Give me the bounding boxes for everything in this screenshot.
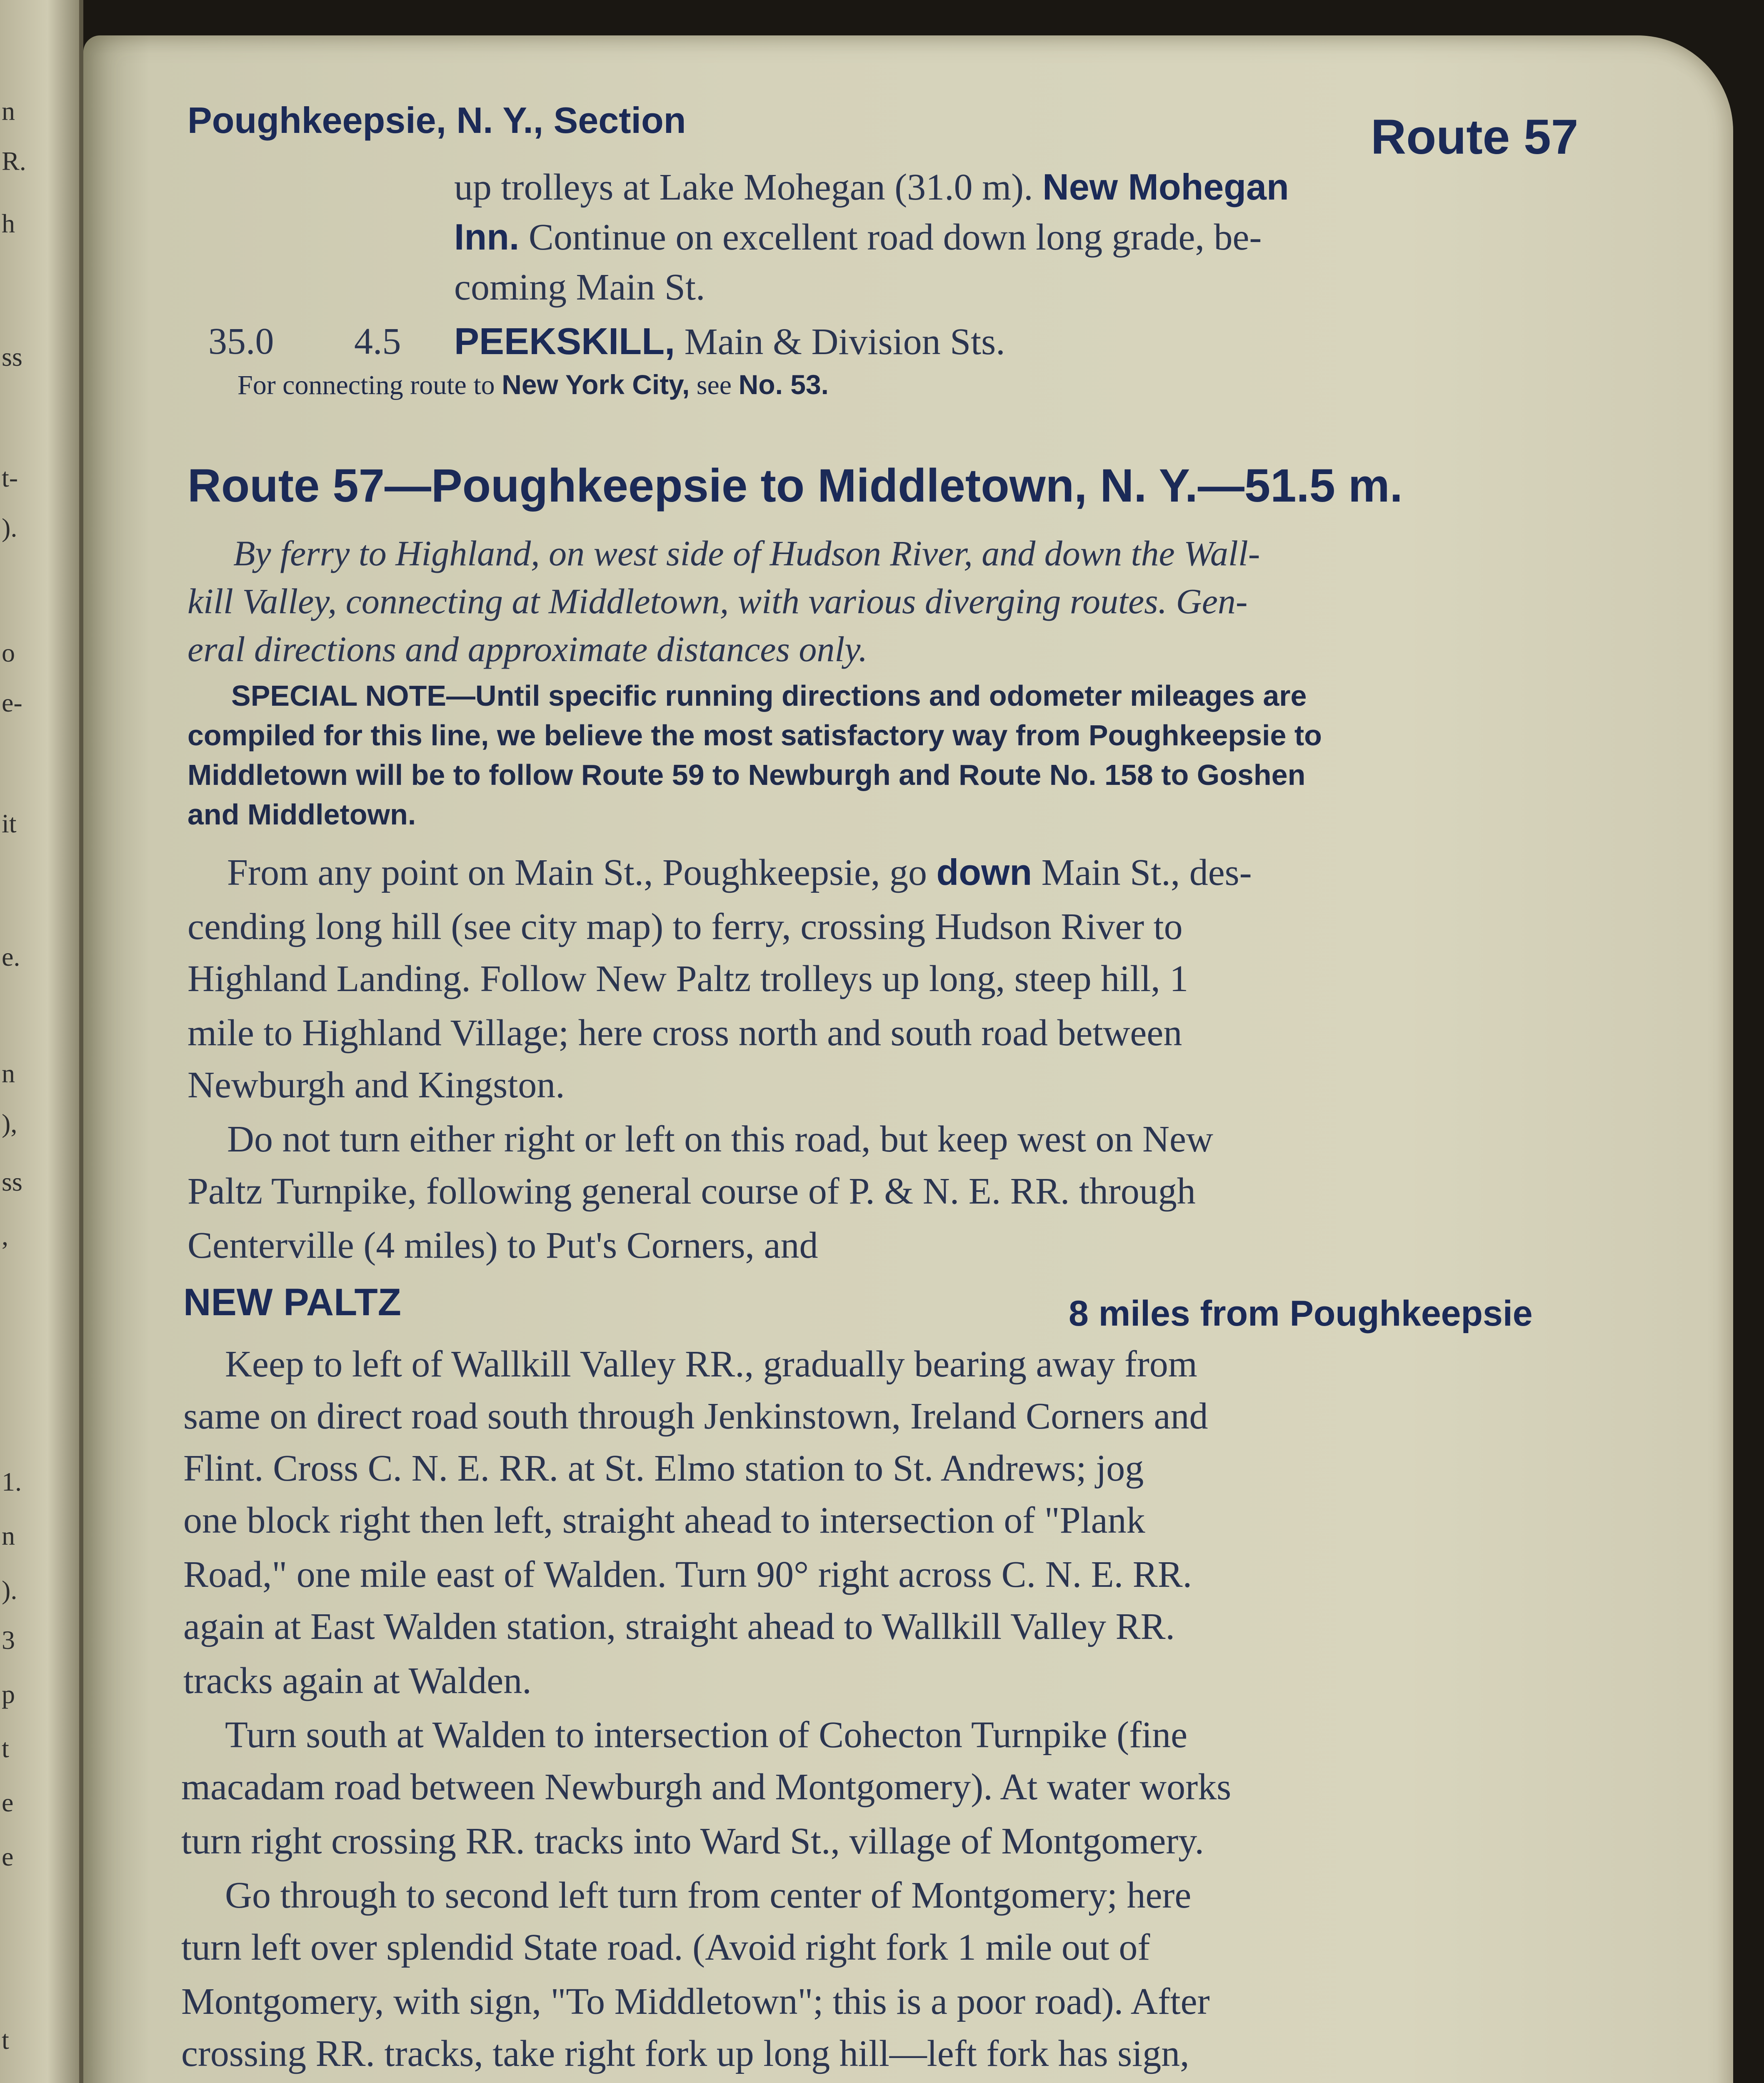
margin-fragment: ), <box>2 1109 17 1138</box>
paragraph-line: Newburgh and Kingston. <box>187 1064 565 1106</box>
margin-fragment: t <box>2 2025 9 2055</box>
connecting-route-note: For connecting route to New York City, see No. 53. <box>237 369 829 400</box>
special-note-line: SPECIAL NOTE—Until specific running directions and odometer mileages are <box>231 679 1307 712</box>
paragraph-line: crossing RR. tracks, take right fork up long hill—left fork has sign, <box>181 2033 1189 2074</box>
mileage-total: 35.0 <box>208 321 274 362</box>
margin-fragment: e <box>2 1788 14 1817</box>
prev-route-line: coming Main St. <box>454 267 705 308</box>
place-new-paltz: NEW PALTZ <box>183 1281 401 1324</box>
distance-new-paltz: 8 miles from Poughkeepsie <box>1069 1294 1533 1334</box>
paragraph-line: turn right crossing RR. tracks into Ward St., village of Montgomery. <box>181 1821 1204 1862</box>
margin-fragment: n <box>2 96 15 126</box>
margin-fragment: h <box>2 209 15 238</box>
margin-fragment: R. <box>2 146 26 176</box>
paragraph-line: Flint. Cross C. N. E. RR. at St. Elmo station to St. Andrews; jog <box>183 1448 1144 1489</box>
paragraph-line: Go through to second left turn from center of Montgomery; here <box>225 1875 1192 1916</box>
paragraph-line: Keep to left of Wallkill Valley RR., gradually bearing away from <box>225 1344 1197 1385</box>
margin-fragment: t- <box>2 463 18 492</box>
intro-line: eral directions and approximate distances only. <box>187 629 868 669</box>
paragraph-line: From any point on Main St., Poughkeepsie, go down Main St., des- <box>227 852 1252 893</box>
paragraph-line: cending long hill (see city map) to ferry, crossing Hudson River to <box>187 906 1183 947</box>
margin-fragment: p <box>2 1679 15 1709</box>
mileage-step: 4.5 <box>354 321 401 362</box>
section-header: Poughkeepsie, N. Y., Section <box>187 100 686 141</box>
margin-fragment: n <box>2 1059 15 1088</box>
paragraph-line: same on direct road south through Jenkinstown, Ireland Corners and <box>183 1396 1208 1437</box>
intro-line: By ferry to Highland, on west side of Hudson River, and down the Wall- <box>233 533 1260 573</box>
paragraph-line: Road," one mile east of Walden. Turn 90° right across C. N. E. RR. <box>183 1554 1192 1595</box>
special-note-line: Middletown will be to follow Route 59 to Newburgh and Route No. 158 to Goshen <box>187 759 1306 791</box>
margin-fragment: ). <box>2 1575 17 1605</box>
margin-fragment: 3 <box>2 1625 15 1655</box>
margin-fragment: it <box>2 809 17 838</box>
route-title: Route 57—Poughkeepsie to Middletown, N. Y.—51.5 m. <box>187 460 1403 512</box>
margin-fragment: ss <box>2 342 22 372</box>
margin-fragment: o <box>2 638 15 667</box>
paragraph-line: Turn south at Walden to intersection of Cohecton Turnpike (fine <box>225 1714 1188 1756</box>
left-page-edge <box>0 0 83 2083</box>
paragraph-line: Paltz Turnpike, following general course of P. & N. E. RR. through <box>187 1171 1196 1212</box>
paragraph-line: Highland Landing. Follow New Paltz trolleys up long, steep hill, 1 <box>187 958 1189 999</box>
paragraph-line: one block right then left, straight ahead to intersection of "Plank <box>183 1500 1145 1541</box>
paragraph-line: tracks again at Walden. <box>183 1660 532 1701</box>
margin-fragment: e. <box>2 942 20 972</box>
margin-fragment: e- <box>2 688 22 717</box>
margin-fragment: n <box>2 1521 15 1551</box>
paragraph-line: Centerville (4 miles) to Put's Corners, and <box>187 1225 818 1266</box>
paragraph-line: Montgomery, with sign, "To Middletown"; this is a poor road). After <box>181 1981 1210 2022</box>
margin-fragment: , <box>2 1221 8 1251</box>
paragraph-line: turn left over splendid State road. (Avoid right fork 1 mile out of <box>181 1927 1150 1968</box>
paragraph-line: macadam road between Newburgh and Montgomery). At water works <box>181 1766 1232 1808</box>
prev-route-line: Inn. Continue on excellent road down long grade, be- <box>454 216 1262 258</box>
margin-fragment: ss <box>2 1167 22 1196</box>
margin-fragment: ). <box>2 513 17 542</box>
peekskill-entry: PEEKSKILL, Main & Division Sts. <box>454 321 1005 362</box>
margin-fragment: e <box>2 1842 14 1871</box>
margin-fragment: t <box>2 1733 9 1763</box>
route-number-header: Route 57 <box>1371 110 1579 165</box>
margin-fragment: 1. <box>2 1467 22 1496</box>
special-note-line: and Middletown. <box>187 798 416 831</box>
intro-line: kill Valley, connecting at Middletown, with various diverging routes. Gen- <box>187 581 1248 621</box>
special-note-line: compiled for this line, we believe the most satisfactory way from Poughkeepsie to <box>187 719 1322 752</box>
paragraph-line: mile to Highland Village; here cross north and south road between <box>187 1012 1182 1054</box>
paragraph-line: again at East Walden station, straight ahead to Wallkill Valley RR. <box>183 1606 1175 1647</box>
paragraph-line: Do not turn either right or left on this road, but keep west on New <box>227 1119 1213 1160</box>
prev-route-line: up trolleys at Lake Mohegan (31.0 m). New Mohegan <box>454 166 1289 208</box>
